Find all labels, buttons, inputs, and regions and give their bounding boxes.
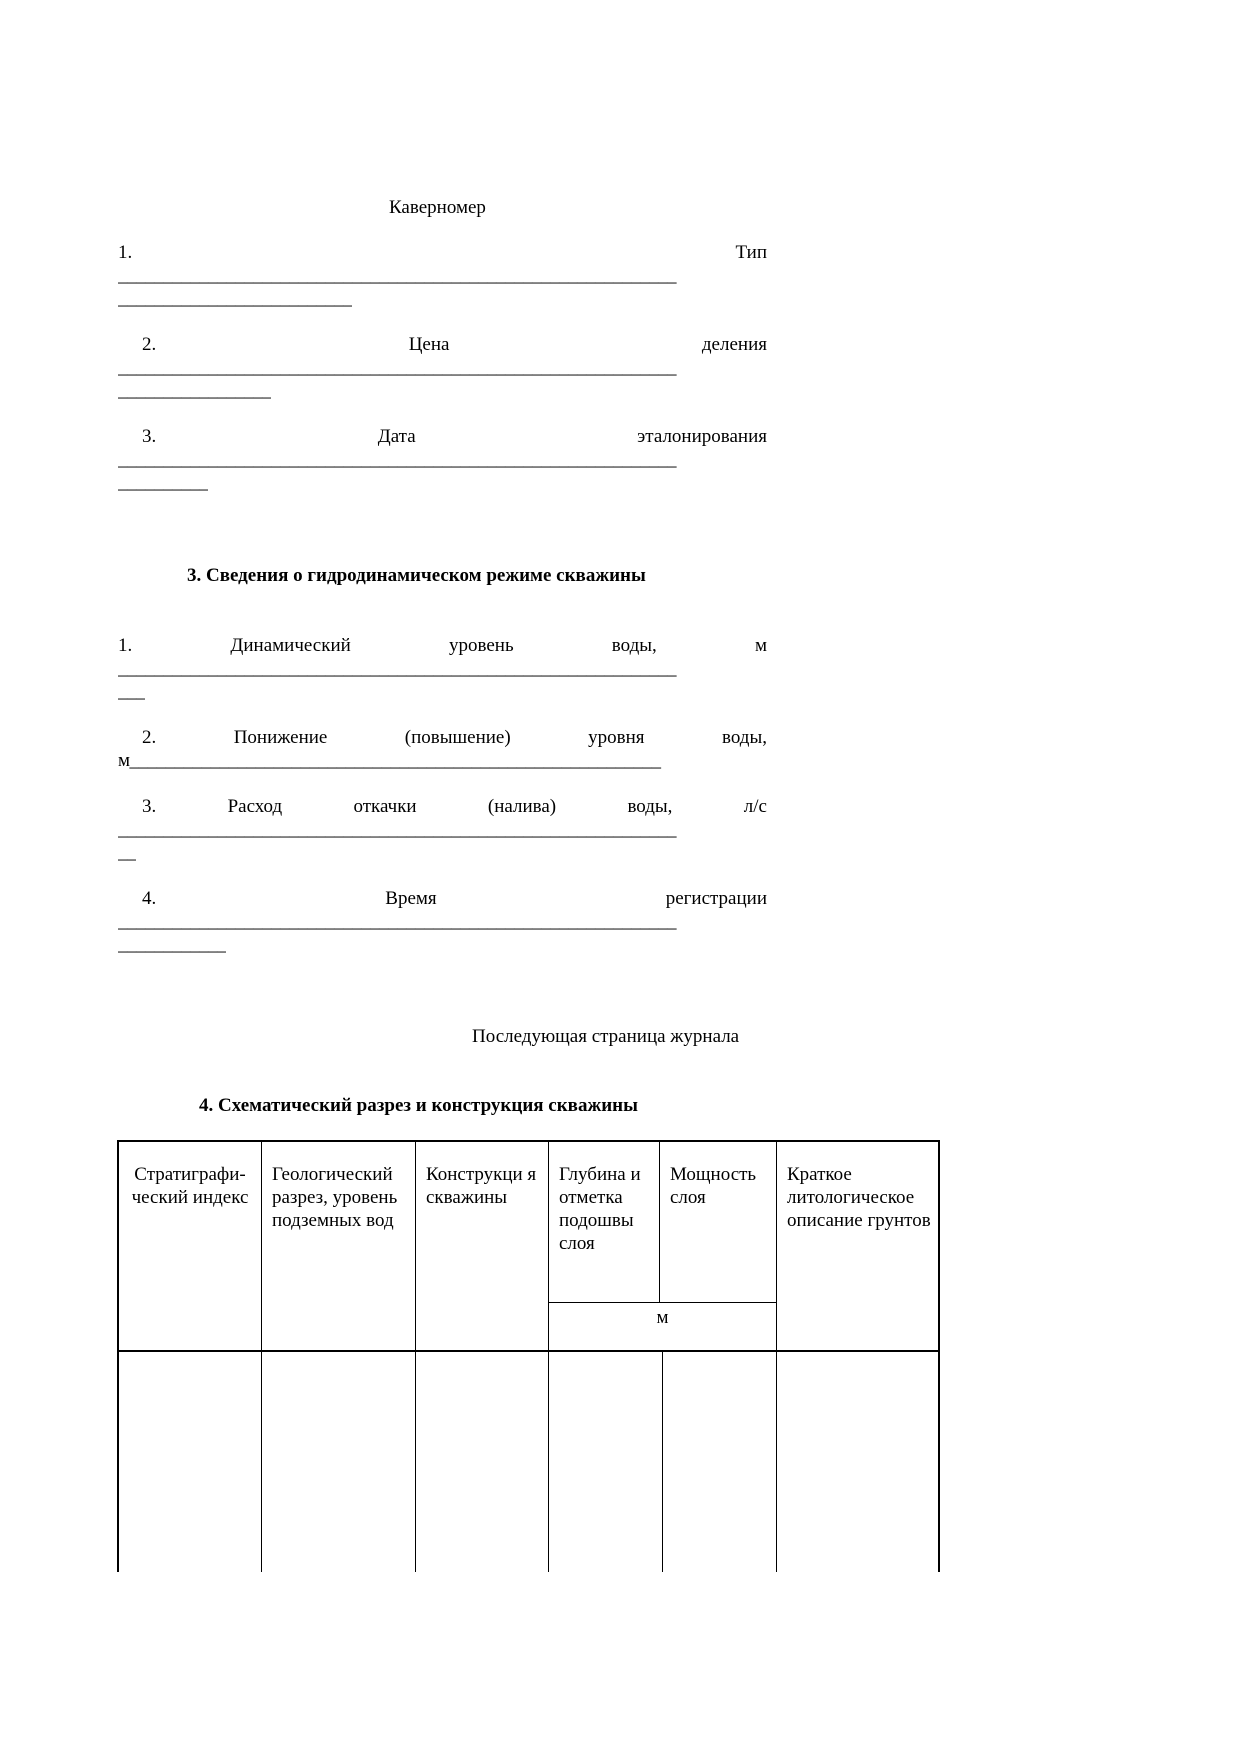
item-word: Тип bbox=[735, 242, 767, 263]
item-word: Время bbox=[385, 888, 437, 909]
item-word: Цена bbox=[408, 334, 450, 355]
item-word: (налива) bbox=[487, 796, 557, 817]
header-geologic-section: Геологический разрез, уровень подземных вод bbox=[272, 1164, 398, 1231]
fill-line: ____________ bbox=[118, 934, 226, 955]
regime-item-2 bbox=[118, 726, 767, 750]
regime-item-4 bbox=[118, 887, 767, 911]
caliper-item-2 bbox=[118, 333, 767, 357]
table-border-right bbox=[938, 1140, 940, 1572]
section-3-heading: 3. Сведения о гидродинамическом режиме скважины bbox=[187, 565, 646, 586]
caliper-item-1 bbox=[118, 241, 767, 265]
header-well-construction: Конструкци я скважины bbox=[426, 1164, 537, 1208]
table-border-header-bottom bbox=[117, 1350, 940, 1352]
item-word: м bbox=[754, 635, 767, 656]
fill-line: __ bbox=[118, 842, 136, 863]
header-layer-thickness: Мощность слоя bbox=[670, 1164, 757, 1208]
item-number: 4. bbox=[142, 888, 157, 909]
item-word: уровень bbox=[448, 635, 514, 656]
item-word: Понижение bbox=[233, 727, 328, 748]
item-number: 2. bbox=[142, 334, 157, 355]
regime-item-1 bbox=[118, 634, 767, 658]
item-word: Динамический bbox=[230, 635, 351, 656]
header-lithology-description: Краткое литологическое описание грунтов bbox=[787, 1164, 931, 1231]
item-number: 1. bbox=[118, 635, 133, 656]
item-word: деления bbox=[701, 334, 767, 355]
fill-line: ______________________________________________________________ bbox=[118, 357, 676, 378]
item-word: (повышение) bbox=[404, 727, 511, 748]
col-sep bbox=[415, 1140, 416, 1572]
item-number: 1. bbox=[118, 242, 133, 263]
caliper-title: Каверномер bbox=[389, 197, 486, 218]
item-word: воды, bbox=[722, 727, 767, 748]
fill-line: _________________ bbox=[118, 380, 271, 401]
fill-line: ______________________________________________________________ bbox=[118, 449, 676, 470]
item-word: воды, bbox=[627, 796, 673, 817]
item-word: л/с bbox=[743, 796, 767, 817]
fill-line: ______________________________________________________________ bbox=[118, 911, 676, 932]
section-4-heading: 4. Схематический разрез и конструкция скважины bbox=[199, 1095, 638, 1116]
item-word: регистрации bbox=[665, 888, 767, 909]
col-sep bbox=[548, 1140, 549, 1572]
fill-line: ______________________________________________________________ bbox=[118, 819, 676, 840]
fill-line: м___________________________________________________________ bbox=[118, 750, 661, 771]
table-border-left bbox=[117, 1140, 119, 1572]
fill-line: __________________________ bbox=[118, 288, 352, 309]
item-number: 3. bbox=[142, 796, 157, 817]
table-border-top bbox=[117, 1140, 940, 1142]
item-word: эталонирования bbox=[637, 426, 767, 447]
col-sep bbox=[662, 1350, 663, 1572]
fill-line: ______________________________________________________________ bbox=[118, 658, 676, 679]
item-number: 3. bbox=[142, 426, 157, 447]
col-sep bbox=[776, 1140, 777, 1572]
regime-item-3 bbox=[118, 795, 767, 819]
header-stratigraphic-index: Стратиграфи-ческий индекс bbox=[131, 1164, 249, 1208]
item-number: 2. bbox=[142, 727, 157, 748]
header-depth-elevation: Глубина и отметка подошвы слоя bbox=[559, 1164, 641, 1254]
item-word: Дата bbox=[377, 426, 416, 447]
fill-line: ______________________________________________________________ bbox=[118, 265, 676, 286]
item-word: откачки bbox=[353, 796, 417, 817]
col-sep bbox=[261, 1140, 262, 1572]
next-page-label: Последующая страница журнала bbox=[472, 1026, 740, 1047]
caliper-item-3 bbox=[118, 425, 767, 449]
unit-label: м bbox=[656, 1307, 669, 1328]
item-word: уровня bbox=[588, 727, 645, 748]
item-word: Расход bbox=[227, 796, 283, 817]
item-word: воды, bbox=[611, 635, 657, 656]
fill-line: ___ bbox=[118, 681, 145, 702]
fill-line: __________ bbox=[118, 472, 208, 493]
col-sep bbox=[659, 1140, 660, 1303]
